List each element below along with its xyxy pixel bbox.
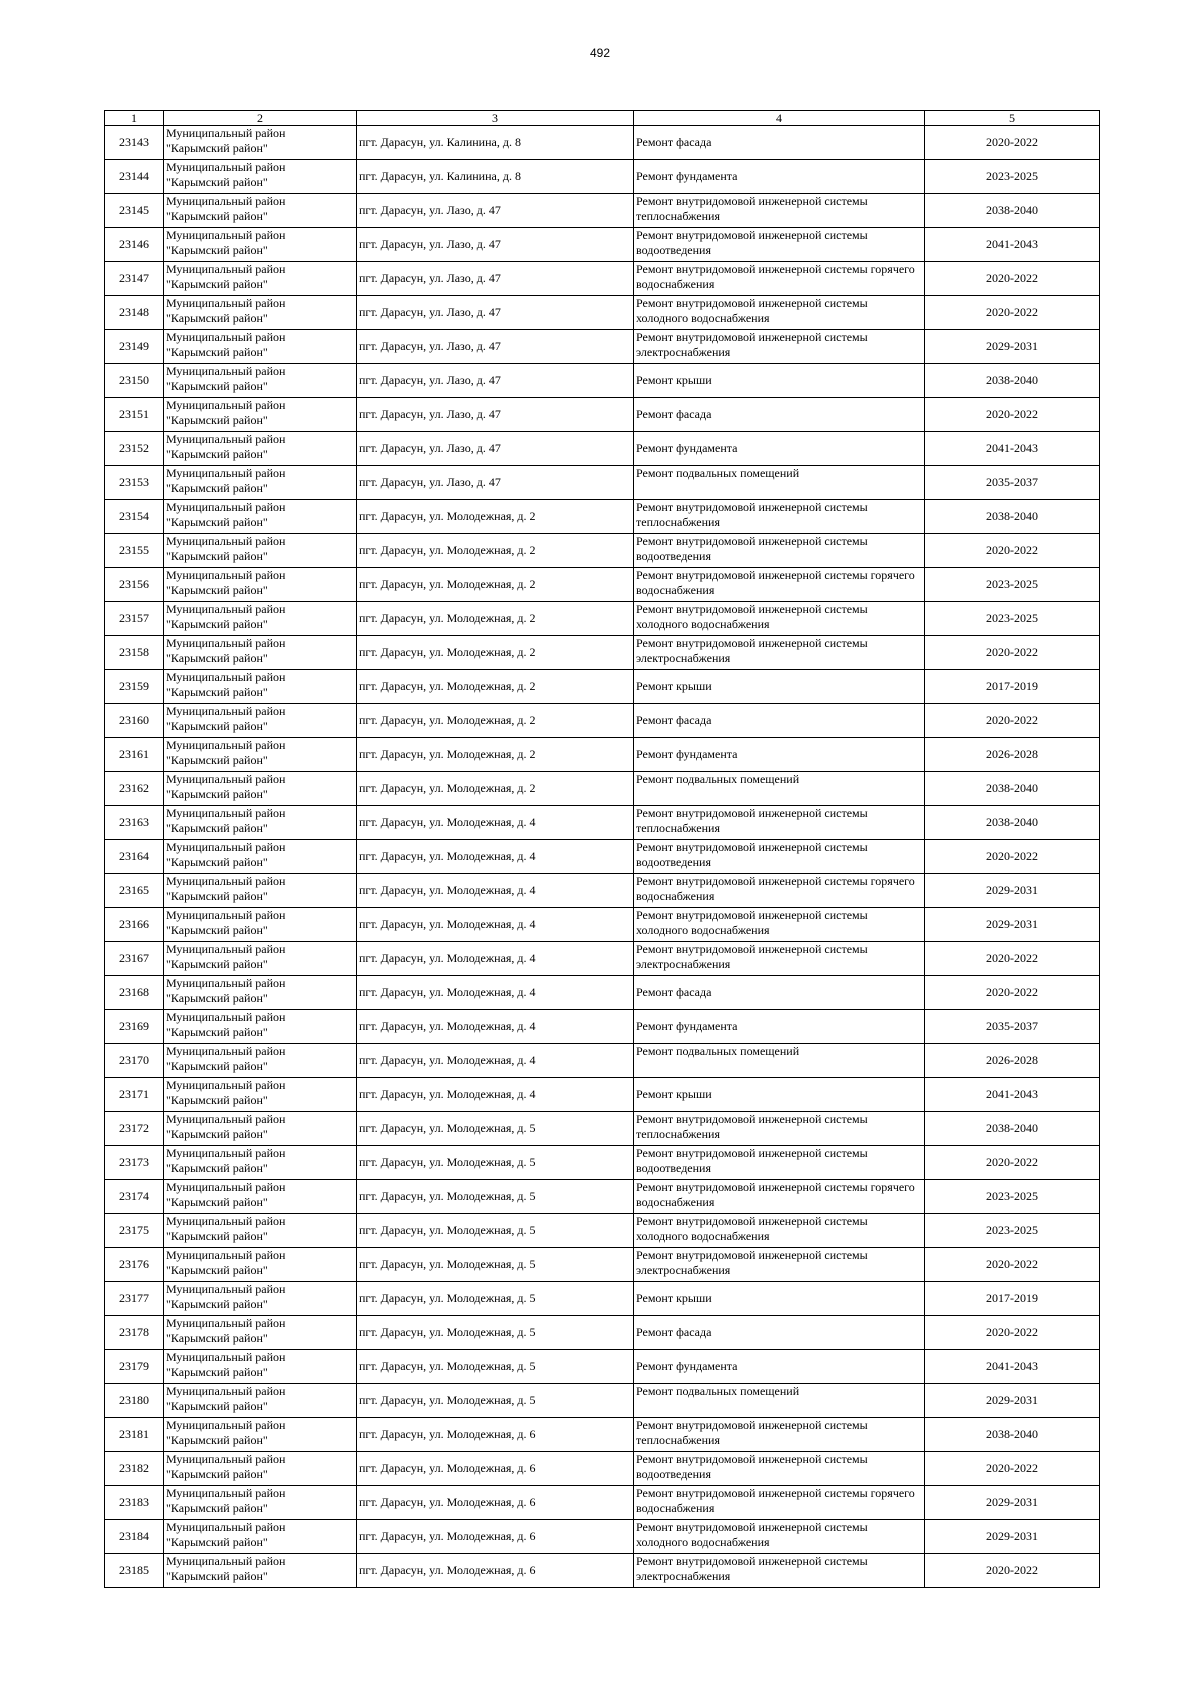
table-row xyxy=(105,1384,1100,1418)
work-type-cell: Ремонт внутридомовой инженерной системы теплоснабжения xyxy=(634,1112,925,1146)
period-cell: 2020-2022 xyxy=(925,942,1100,976)
address-cell: пгт. Дарасун, ул. Молодежная, д. 2 xyxy=(357,738,634,772)
work-type-cell: Ремонт подвальных помещений xyxy=(634,466,925,500)
work-type-cell: Ремонт крыши xyxy=(634,364,925,398)
table-row xyxy=(105,466,1100,500)
row-number-cell: 23167 xyxy=(105,942,164,976)
municipality-cell: Муниципальный район "Карымский район" xyxy=(164,228,357,262)
work-type-cell: Ремонт внутридомовой инженерной системы электроснабжения xyxy=(634,330,925,364)
work-type-cell: Ремонт внутридомовой инженерной системы теплоснабжения xyxy=(634,194,925,228)
period-cell: 2026-2028 xyxy=(925,738,1100,772)
work-type-cell: Ремонт фундамента xyxy=(634,160,925,194)
period-cell: 2020-2022 xyxy=(925,1146,1100,1180)
municipality-cell: Муниципальный район "Карымский район" xyxy=(164,1282,357,1316)
row-number-cell: 23149 xyxy=(105,330,164,364)
work-type-cell: Ремонт внутридомовой инженерной системы электроснабжения xyxy=(634,942,925,976)
period-cell: 2017-2019 xyxy=(925,670,1100,704)
work-type-cell: Ремонт внутридомовой инженерной системы водоотведения xyxy=(634,228,925,262)
period-cell: 2020-2022 xyxy=(925,636,1100,670)
address-cell: пгт. Дарасун, ул. Молодежная, д. 6 xyxy=(357,1486,634,1520)
municipality-cell: Муниципальный район "Карымский район" xyxy=(164,1078,357,1112)
municipality-cell: Муниципальный район "Карымский район" xyxy=(164,636,357,670)
table-row xyxy=(105,1044,1100,1078)
period-cell: 2020-2022 xyxy=(925,398,1100,432)
period-cell: 2023-2025 xyxy=(925,602,1100,636)
table-body xyxy=(105,126,1100,1588)
table-row xyxy=(105,602,1100,636)
table-row xyxy=(105,398,1100,432)
municipality-cell: Муниципальный район "Карымский район" xyxy=(164,466,357,500)
work-type-cell: Ремонт фасада xyxy=(634,398,925,432)
row-number-cell: 23176 xyxy=(105,1248,164,1282)
municipality-cell: Муниципальный район "Карымский район" xyxy=(164,602,357,636)
table-row xyxy=(105,500,1100,534)
row-number-cell: 23148 xyxy=(105,296,164,330)
work-type-cell: Ремонт внутридомовой инженерной системы холодного водоснабжения xyxy=(634,296,925,330)
address-cell: пгт. Дарасун, ул. Молодежная, д. 4 xyxy=(357,874,634,908)
address-cell: пгт. Дарасун, ул. Лазо, д. 47 xyxy=(357,194,634,228)
municipality-cell: Муниципальный район "Карымский район" xyxy=(164,1112,357,1146)
column-header: 2 xyxy=(164,111,357,126)
municipality-cell: Муниципальный район "Карымский район" xyxy=(164,1010,357,1044)
work-type-cell: Ремонт внутридомовой инженерной системы горячего водоснабжения xyxy=(634,568,925,602)
table-row xyxy=(105,670,1100,704)
row-number-cell: 23165 xyxy=(105,874,164,908)
address-cell: пгт. Дарасун, ул. Молодежная, д. 2 xyxy=(357,670,634,704)
municipality-cell: Муниципальный район "Карымский район" xyxy=(164,1248,357,1282)
row-number-cell: 23159 xyxy=(105,670,164,704)
address-cell: пгт. Дарасун, ул. Молодежная, д. 6 xyxy=(357,1554,634,1588)
work-type-cell: Ремонт внутридомовой инженерной системы водоотведения xyxy=(634,1146,925,1180)
table-row xyxy=(105,364,1100,398)
work-type-cell: Ремонт крыши xyxy=(634,1078,925,1112)
row-number-cell: 23152 xyxy=(105,432,164,466)
address-cell: пгт. Дарасун, ул. Молодежная, д. 6 xyxy=(357,1418,634,1452)
row-number-cell: 23170 xyxy=(105,1044,164,1078)
column-header: 4 xyxy=(634,111,925,126)
municipality-cell: Муниципальный район "Карымский район" xyxy=(164,296,357,330)
work-type-cell: Ремонт внутридомовой инженерной системы горячего водоснабжения xyxy=(634,1180,925,1214)
municipality-cell: Муниципальный район "Карымский район" xyxy=(164,1554,357,1588)
municipality-cell: Муниципальный район "Карымский район" xyxy=(164,840,357,874)
work-type-cell: Ремонт внутридомовой инженерной системы холодного водоснабжения xyxy=(634,602,925,636)
table-row xyxy=(105,840,1100,874)
work-type-cell: Ремонт внутридомовой инженерной системы водоотведения xyxy=(634,840,925,874)
row-number-cell: 23145 xyxy=(105,194,164,228)
municipality-cell: Муниципальный район "Карымский район" xyxy=(164,1146,357,1180)
period-cell: 2020-2022 xyxy=(925,704,1100,738)
period-cell: 2029-2031 xyxy=(925,1384,1100,1418)
period-cell: 2023-2025 xyxy=(925,1214,1100,1248)
municipality-cell: Муниципальный район "Карымский район" xyxy=(164,874,357,908)
period-cell: 2038-2040 xyxy=(925,806,1100,840)
period-cell: 2029-2031 xyxy=(925,330,1100,364)
address-cell: пгт. Дарасун, ул. Молодежная, д. 4 xyxy=(357,1010,634,1044)
table-row xyxy=(105,330,1100,364)
address-cell: пгт. Дарасун, ул. Молодежная, д. 5 xyxy=(357,1214,634,1248)
work-type-cell: Ремонт внутридомовой инженерной системы теплоснабжения xyxy=(634,500,925,534)
work-type-cell: Ремонт фасада xyxy=(634,126,925,160)
address-cell: пгт. Дарасун, ул. Молодежная, д. 5 xyxy=(357,1350,634,1384)
period-cell: 2038-2040 xyxy=(925,1418,1100,1452)
municipality-cell: Муниципальный район "Карымский район" xyxy=(164,1486,357,1520)
table-row xyxy=(105,942,1100,976)
table-row xyxy=(105,1248,1100,1282)
municipality-cell: Муниципальный район "Карымский район" xyxy=(164,262,357,296)
address-cell: пгт. Дарасун, ул. Молодежная, д. 6 xyxy=(357,1452,634,1486)
row-number-cell: 23174 xyxy=(105,1180,164,1214)
work-type-cell: Ремонт фундамента xyxy=(634,1350,925,1384)
work-type-cell: Ремонт фундамента xyxy=(634,1010,925,1044)
row-number-cell: 23156 xyxy=(105,568,164,602)
column-header: 1 xyxy=(105,111,164,126)
period-cell: 2023-2025 xyxy=(925,1180,1100,1214)
table-row xyxy=(105,1010,1100,1044)
municipality-cell: Муниципальный район "Карымский район" xyxy=(164,1044,357,1078)
row-number-cell: 23143 xyxy=(105,126,164,160)
row-number-cell: 23157 xyxy=(105,602,164,636)
municipality-cell: Муниципальный район "Карымский район" xyxy=(164,1520,357,1554)
address-cell: пгт. Дарасун, ул. Молодежная, д. 4 xyxy=(357,806,634,840)
period-cell: 2029-2031 xyxy=(925,1486,1100,1520)
period-cell: 2020-2022 xyxy=(925,976,1100,1010)
address-cell: пгт. Дарасун, ул. Молодежная, д. 5 xyxy=(357,1180,634,1214)
municipality-cell: Муниципальный район "Карымский район" xyxy=(164,908,357,942)
table-row xyxy=(105,1112,1100,1146)
row-number-cell: 23144 xyxy=(105,160,164,194)
address-cell: пгт. Дарасун, ул. Молодежная, д. 5 xyxy=(357,1384,634,1418)
row-number-cell: 23154 xyxy=(105,500,164,534)
period-cell: 2038-2040 xyxy=(925,772,1100,806)
period-cell: 2026-2028 xyxy=(925,1044,1100,1078)
period-cell: 2038-2040 xyxy=(925,194,1100,228)
work-type-cell: Ремонт внутридомовой инженерной системы холодного водоснабжения xyxy=(634,908,925,942)
table-row xyxy=(105,772,1100,806)
row-number-cell: 23147 xyxy=(105,262,164,296)
municipality-cell: Муниципальный район "Карымский район" xyxy=(164,772,357,806)
address-cell: пгт. Дарасун, ул. Лазо, д. 47 xyxy=(357,262,634,296)
table-row xyxy=(105,160,1100,194)
address-cell: пгт. Дарасун, ул. Лазо, д. 47 xyxy=(357,330,634,364)
table-row xyxy=(105,1350,1100,1384)
table-row xyxy=(105,262,1100,296)
address-cell: пгт. Дарасун, ул. Молодежная, д. 4 xyxy=(357,976,634,1010)
work-type-cell: Ремонт внутридомовой инженерной системы горячего водоснабжения xyxy=(634,874,925,908)
address-cell: пгт. Дарасун, ул. Молодежная, д. 4 xyxy=(357,840,634,874)
table-row xyxy=(105,1282,1100,1316)
table-row xyxy=(105,534,1100,568)
period-cell: 2029-2031 xyxy=(925,908,1100,942)
municipality-cell: Муниципальный район "Карымский район" xyxy=(164,432,357,466)
period-cell: 2041-2043 xyxy=(925,432,1100,466)
table-row xyxy=(105,874,1100,908)
municipality-cell: Муниципальный район "Карымский район" xyxy=(164,160,357,194)
municipality-cell: Муниципальный район "Карымский район" xyxy=(164,1350,357,1384)
work-type-cell: Ремонт внутридомовой инженерной системы горячего водоснабжения xyxy=(634,1486,925,1520)
table-row xyxy=(105,1214,1100,1248)
row-number-cell: 23146 xyxy=(105,228,164,262)
table-row xyxy=(105,1520,1100,1554)
address-cell: пгт. Дарасун, ул. Молодежная, д. 2 xyxy=(357,568,634,602)
row-number-cell: 23153 xyxy=(105,466,164,500)
address-cell: пгт. Дарасун, ул. Молодежная, д. 4 xyxy=(357,908,634,942)
row-number-cell: 23182 xyxy=(105,1452,164,1486)
period-cell: 2029-2031 xyxy=(925,874,1100,908)
address-cell: пгт. Дарасун, ул. Молодежная, д. 5 xyxy=(357,1146,634,1180)
work-type-cell: Ремонт внутридомовой инженерной системы водоотведения xyxy=(634,534,925,568)
address-cell: пгт. Дарасун, ул. Лазо, д. 47 xyxy=(357,228,634,262)
row-number-cell: 23178 xyxy=(105,1316,164,1350)
row-number-cell: 23155 xyxy=(105,534,164,568)
row-number-cell: 23175 xyxy=(105,1214,164,1248)
row-number-cell: 23163 xyxy=(105,806,164,840)
row-number-cell: 23177 xyxy=(105,1282,164,1316)
address-cell: пгт. Дарасун, ул. Молодежная, д. 5 xyxy=(357,1282,634,1316)
period-cell: 2038-2040 xyxy=(925,500,1100,534)
row-number-cell: 23168 xyxy=(105,976,164,1010)
period-cell: 2041-2043 xyxy=(925,1350,1100,1384)
column-header: 5 xyxy=(925,111,1100,126)
municipality-cell: Муниципальный район "Карымский район" xyxy=(164,194,357,228)
municipality-cell: Муниципальный район "Карымский район" xyxy=(164,126,357,160)
period-cell: 2020-2022 xyxy=(925,1554,1100,1588)
municipality-cell: Муниципальный район "Карымский район" xyxy=(164,738,357,772)
work-type-cell: Ремонт внутридомовой инженерной системы теплоснабжения xyxy=(634,1418,925,1452)
row-number-cell: 23151 xyxy=(105,398,164,432)
address-cell: пгт. Дарасун, ул. Молодежная, д. 2 xyxy=(357,704,634,738)
address-cell: пгт. Дарасун, ул. Калинина, д. 8 xyxy=(357,160,634,194)
row-number-cell: 23150 xyxy=(105,364,164,398)
municipality-cell: Муниципальный район "Карымский район" xyxy=(164,330,357,364)
municipality-cell: Муниципальный район "Карымский район" xyxy=(164,670,357,704)
address-cell: пгт. Дарасун, ул. Лазо, д. 47 xyxy=(357,364,634,398)
address-cell: пгт. Дарасун, ул. Молодежная, д. 5 xyxy=(357,1248,634,1282)
address-cell: пгт. Дарасун, ул. Лазо, д. 47 xyxy=(357,466,634,500)
municipality-cell: Муниципальный район "Карымский район" xyxy=(164,1452,357,1486)
table-row xyxy=(105,194,1100,228)
work-type-cell: Ремонт подвальных помещений xyxy=(634,772,925,806)
address-cell: пгт. Дарасун, ул. Молодежная, д. 2 xyxy=(357,636,634,670)
address-cell: пгт. Дарасун, ул. Лазо, д. 47 xyxy=(357,398,634,432)
address-cell: пгт. Дарасун, ул. Молодежная, д. 4 xyxy=(357,1078,634,1112)
table-row xyxy=(105,976,1100,1010)
work-type-cell: Ремонт внутридомовой инженерной системы электроснабжения xyxy=(634,636,925,670)
period-cell: 2020-2022 xyxy=(925,1316,1100,1350)
table-row xyxy=(105,704,1100,738)
row-number-cell: 23169 xyxy=(105,1010,164,1044)
page-number: 492 xyxy=(589,46,611,60)
period-cell: 2020-2022 xyxy=(925,262,1100,296)
column-header: 3 xyxy=(357,111,634,126)
row-number-cell: 23173 xyxy=(105,1146,164,1180)
table-row xyxy=(105,126,1100,160)
municipality-cell: Муниципальный район "Карымский район" xyxy=(164,364,357,398)
table-row xyxy=(105,1316,1100,1350)
work-type-cell: Ремонт фасада xyxy=(634,976,925,1010)
period-cell: 2023-2025 xyxy=(925,568,1100,602)
period-cell: 2020-2022 xyxy=(925,126,1100,160)
row-number-cell: 23181 xyxy=(105,1418,164,1452)
period-cell: 2041-2043 xyxy=(925,228,1100,262)
table-row xyxy=(105,432,1100,466)
municipality-cell: Муниципальный район "Карымский район" xyxy=(164,1316,357,1350)
table-row xyxy=(105,738,1100,772)
municipality-cell: Муниципальный район "Карымский район" xyxy=(164,568,357,602)
period-cell: 2029-2031 xyxy=(925,1520,1100,1554)
row-number-cell: 23180 xyxy=(105,1384,164,1418)
municipality-cell: Муниципальный район "Карымский район" xyxy=(164,1180,357,1214)
municipality-cell: Муниципальный район "Карымский район" xyxy=(164,534,357,568)
table-row xyxy=(105,228,1100,262)
work-type-cell: Ремонт внутридомовой инженерной системы водоотведения xyxy=(634,1452,925,1486)
row-number-cell: 23166 xyxy=(105,908,164,942)
address-cell: пгт. Дарасун, ул. Молодежная, д. 4 xyxy=(357,942,634,976)
municipality-cell: Муниципальный район "Карымский район" xyxy=(164,1418,357,1452)
table-header-row xyxy=(105,111,1100,126)
period-cell: 2035-2037 xyxy=(925,466,1100,500)
municipality-cell: Муниципальный район "Карымский район" xyxy=(164,704,357,738)
work-type-cell: Ремонт внутридомовой инженерной системы холодного водоснабжения xyxy=(634,1520,925,1554)
row-number-cell: 23164 xyxy=(105,840,164,874)
table-row xyxy=(105,1486,1100,1520)
period-cell: 2017-2019 xyxy=(925,1282,1100,1316)
work-type-cell: Ремонт внутридомовой инженерной системы теплоснабжения xyxy=(634,806,925,840)
period-cell: 2020-2022 xyxy=(925,534,1100,568)
period-cell: 2038-2040 xyxy=(925,364,1100,398)
address-cell: пгт. Дарасун, ул. Молодежная, д. 2 xyxy=(357,500,634,534)
table-row xyxy=(105,1078,1100,1112)
repair-schedule-table xyxy=(104,110,1100,1588)
work-type-cell: Ремонт внутридомовой инженерной системы электроснабжения xyxy=(634,1248,925,1282)
row-number-cell: 23158 xyxy=(105,636,164,670)
row-number-cell: 23184 xyxy=(105,1520,164,1554)
work-type-cell: Ремонт фундамента xyxy=(634,432,925,466)
row-number-cell: 23161 xyxy=(105,738,164,772)
municipality-cell: Муниципальный район "Карымский район" xyxy=(164,806,357,840)
municipality-cell: Муниципальный район "Карымский район" xyxy=(164,398,357,432)
period-cell: 2041-2043 xyxy=(925,1078,1100,1112)
work-type-cell: Ремонт подвальных помещений xyxy=(634,1044,925,1078)
work-type-cell: Ремонт внутридомовой инженерной системы холодного водоснабжения xyxy=(634,1214,925,1248)
work-type-cell: Ремонт внутридомовой инженерной системы горячего водоснабжения xyxy=(634,262,925,296)
row-number-cell: 23183 xyxy=(105,1486,164,1520)
table-row xyxy=(105,806,1100,840)
table-row xyxy=(105,636,1100,670)
address-cell: пгт. Дарасун, ул. Молодежная, д. 4 xyxy=(357,1044,634,1078)
municipality-cell: Муниципальный район "Карымский район" xyxy=(164,942,357,976)
table-row xyxy=(105,1146,1100,1180)
work-type-cell: Ремонт подвальных помещений xyxy=(634,1384,925,1418)
period-cell: 2020-2022 xyxy=(925,1248,1100,1282)
address-cell: пгт. Дарасун, ул. Молодежная, д. 5 xyxy=(357,1316,634,1350)
address-cell: пгт. Дарасун, ул. Лазо, д. 47 xyxy=(357,432,634,466)
row-number-cell: 23162 xyxy=(105,772,164,806)
table-row xyxy=(105,296,1100,330)
table-row xyxy=(105,1180,1100,1214)
municipality-cell: Муниципальный район "Карымский район" xyxy=(164,1214,357,1248)
row-number-cell: 23171 xyxy=(105,1078,164,1112)
municipality-cell: Муниципальный район "Карымский район" xyxy=(164,976,357,1010)
work-type-cell: Ремонт фасада xyxy=(634,704,925,738)
work-type-cell: Ремонт фундамента xyxy=(634,738,925,772)
period-cell: 2020-2022 xyxy=(925,840,1100,874)
address-cell: пгт. Дарасун, ул. Молодежная, д. 6 xyxy=(357,1520,634,1554)
municipality-cell: Муниципальный район "Карымский район" xyxy=(164,1384,357,1418)
period-cell: 2035-2037 xyxy=(925,1010,1100,1044)
address-cell: пгт. Дарасун, ул. Калинина, д. 8 xyxy=(357,126,634,160)
work-type-cell: Ремонт фасада xyxy=(634,1316,925,1350)
period-cell: 2020-2022 xyxy=(925,296,1100,330)
table-row xyxy=(105,568,1100,602)
address-cell: пгт. Дарасун, ул. Молодежная, д. 2 xyxy=(357,534,634,568)
row-number-cell: 23160 xyxy=(105,704,164,738)
work-type-cell: Ремонт внутридомовой инженерной системы электроснабжения xyxy=(634,1554,925,1588)
address-cell: пгт. Дарасун, ул. Молодежная, д. 2 xyxy=(357,772,634,806)
table-row xyxy=(105,1554,1100,1588)
row-number-cell: 23172 xyxy=(105,1112,164,1146)
address-cell: пгт. Дарасун, ул. Лазо, д. 47 xyxy=(357,296,634,330)
table-row xyxy=(105,908,1100,942)
municipality-cell: Муниципальный район "Карымский район" xyxy=(164,500,357,534)
table-row xyxy=(105,1418,1100,1452)
address-cell: пгт. Дарасун, ул. Молодежная, д. 5 xyxy=(357,1112,634,1146)
period-cell: 2023-2025 xyxy=(925,160,1100,194)
table-row xyxy=(105,1452,1100,1486)
row-number-cell: 23185 xyxy=(105,1554,164,1588)
work-type-cell: Ремонт крыши xyxy=(634,670,925,704)
address-cell: пгт. Дарасун, ул. Молодежная, д. 2 xyxy=(357,602,634,636)
period-cell: 2020-2022 xyxy=(925,1452,1100,1486)
period-cell: 2038-2040 xyxy=(925,1112,1100,1146)
work-type-cell: Ремонт крыши xyxy=(634,1282,925,1316)
row-number-cell: 23179 xyxy=(105,1350,164,1384)
